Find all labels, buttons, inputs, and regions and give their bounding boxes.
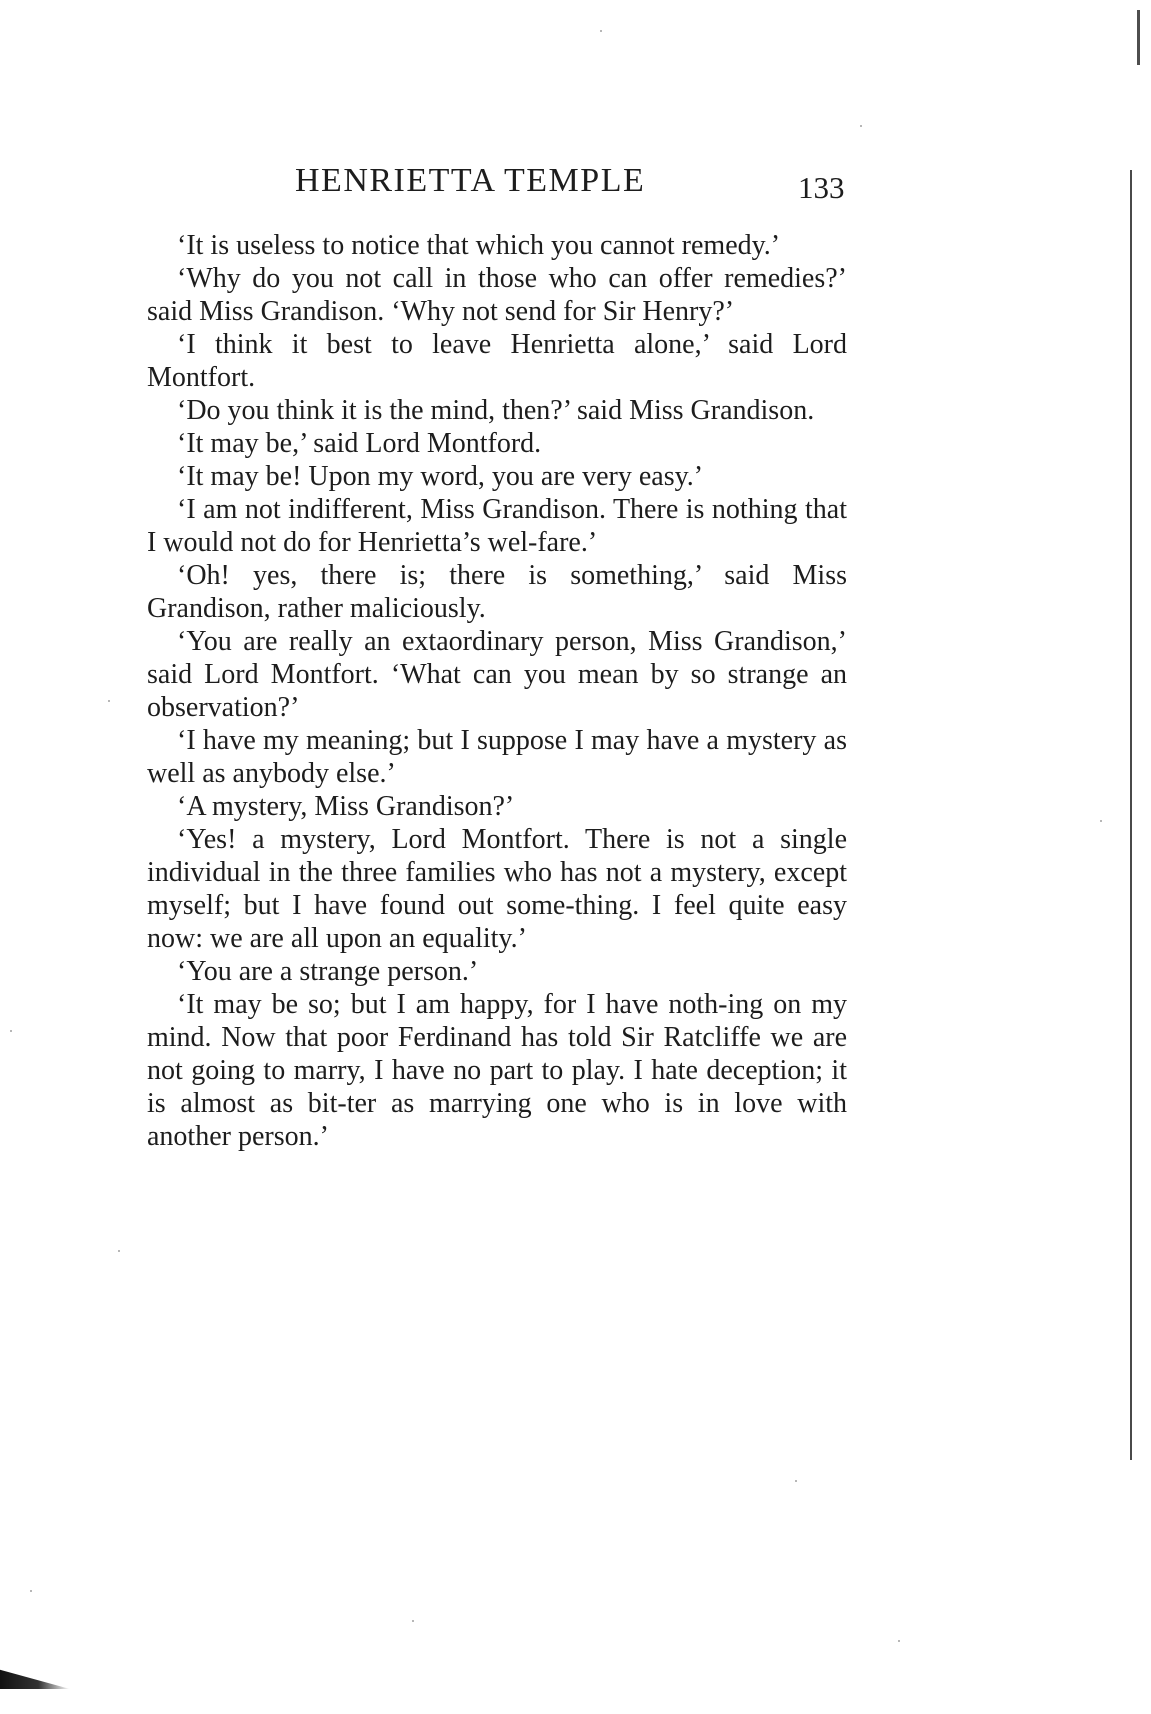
scan-corner-mark: [0, 1665, 70, 1689]
paragraph: ‘It may be so; but I am happy, for I have noth-ing on my mind. Now that poor Ferdinand has told Sir Ratcliffe we are not going to marry, I have no part to play. I hate deception; it is almost as bit-ter as marrying one who is in love with another person.’: [147, 989, 847, 1152]
paragraph: ‘It may be,’ said Lord Montford.: [177, 428, 542, 459]
paragraph: ‘You are a strange person.’: [177, 956, 479, 987]
paragraph: ‘It may be! Upon my word, you are very easy.’: [177, 461, 704, 492]
scan-speck: [898, 1640, 900, 1642]
page-number: 133: [798, 170, 845, 205]
scan-gutter-shadow: [1130, 170, 1132, 1460]
paragraph: ‘I think it best to leave Henrietta alone,’ said Lord Montfort.: [147, 329, 847, 393]
body-text: [147, 229, 847, 1153]
paragraph: ‘A mystery, Miss Grandison?’: [177, 791, 515, 822]
paragraph: ‘Do you think it is the mind, then?’ said Miss Grandison.: [177, 395, 815, 426]
scan-speck: [30, 1590, 32, 1592]
scan-speck: [860, 125, 862, 127]
scan-speck: [412, 1620, 414, 1622]
running-title: HENRIETTA TEMPLE: [295, 162, 646, 199]
scan-gutter-mark-top: [1137, 10, 1140, 65]
paragraph: ‘You are really an extaordinary person, Miss Grandison,’ said Lord Montfort. ‘What can you mean by so strange an observation?’: [147, 626, 847, 723]
paragraph: ‘I have my meaning; but I suppose I may have a mystery as well as anybody else.’: [147, 725, 847, 789]
scan-speck: [10, 1030, 12, 1032]
scan-speck: [108, 700, 110, 702]
paragraph: ‘I am not indifferent, Miss Grandison. There is nothing that I would not do for Henrietta’s wel-fare.’: [147, 494, 847, 558]
scan-speck: [1100, 820, 1102, 822]
scan-speck: [118, 1250, 120, 1252]
paragraph: ‘It is useless to notice that which you cannot remedy.’: [177, 230, 781, 261]
scan-speck: [795, 1480, 797, 1482]
paragraph: ‘Oh! yes, there is; there is something,’ said Miss Grandison, rather maliciously.: [147, 560, 847, 624]
paragraph: ‘Why do you not call in those who can offer remedies?’ said Miss Grandison. ‘Why not send for Sir Henry?’: [147, 263, 847, 327]
scan-speck: [600, 30, 602, 32]
page-header: [0, 150, 1151, 210]
paragraph: ‘Yes! a mystery, Lord Montfort. There is not a single individual in the three families who has not a mystery, except myself; but I have found out some-thing. I feel quite easy now: we are all upon an equality.’: [147, 824, 847, 954]
